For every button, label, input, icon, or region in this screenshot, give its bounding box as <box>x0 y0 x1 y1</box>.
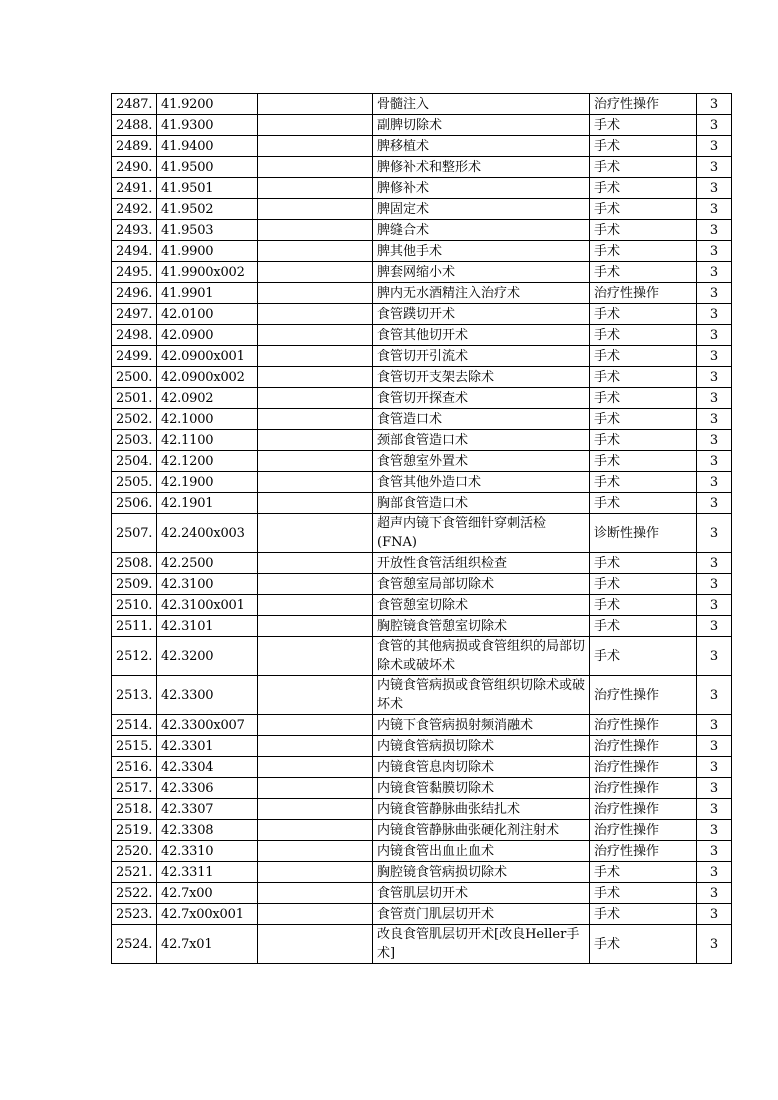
procedure-code-cell: 42.2400x003 <box>157 514 258 553</box>
procedure-type-cell: 手术 <box>590 430 697 451</box>
procedure-name-cell: 副脾切除术 <box>373 115 590 136</box>
row-number-cell: 2514. <box>112 715 157 736</box>
procedure-type-cell: 手术 <box>590 574 697 595</box>
procedure-type-cell: 治疗性操作 <box>590 757 697 778</box>
table-row <box>112 262 732 283</box>
procedure-name-cell: 内镜下食管病损射频消融术 <box>373 715 590 736</box>
row-number-cell: 2507. <box>112 514 157 553</box>
table-row <box>112 304 732 325</box>
level-cell: 3 <box>697 94 732 115</box>
procedure-code-cell: 41.9503 <box>157 220 258 241</box>
procedure-name-cell: 脾修补术 <box>373 178 590 199</box>
procedure-type-cell: 手术 <box>590 157 697 178</box>
row-number-cell: 2494. <box>112 241 157 262</box>
blank-cell <box>258 778 373 799</box>
procedure-code-cell: 41.9502 <box>157 199 258 220</box>
procedure-code-cell: 41.9900 <box>157 241 258 262</box>
level-cell: 3 <box>697 283 732 304</box>
row-number-cell: 2488. <box>112 115 157 136</box>
procedure-code-cell: 42.7x01 <box>157 925 258 964</box>
row-number-cell: 2496. <box>112 283 157 304</box>
table-row <box>112 283 732 304</box>
table-row <box>112 595 732 616</box>
procedure-code-cell: 41.9901 <box>157 283 258 304</box>
procedure-name-cell: 食管蹼切开术 <box>373 304 590 325</box>
level-cell: 3 <box>697 262 732 283</box>
blank-cell <box>258 553 373 574</box>
row-number-cell: 2492. <box>112 199 157 220</box>
blank-cell <box>258 409 373 430</box>
procedure-name-cell: 胸腔镜食管憩室切除术 <box>373 616 590 637</box>
table-row <box>112 574 732 595</box>
blank-cell <box>258 904 373 925</box>
procedure-type-cell: 手术 <box>590 367 697 388</box>
procedure-type-cell: 手术 <box>590 493 697 514</box>
row-number-cell: 2520. <box>112 841 157 862</box>
procedure-type-cell: 手术 <box>590 409 697 430</box>
procedure-code-cell: 42.7x00 <box>157 883 258 904</box>
table-row <box>112 820 732 841</box>
procedure-name-cell: 脾修补术和整形术 <box>373 157 590 178</box>
procedure-name-cell: 食管其他切开术 <box>373 325 590 346</box>
procedure-code-cell: 42.0900x001 <box>157 346 258 367</box>
level-cell: 3 <box>697 799 732 820</box>
blank-cell <box>258 883 373 904</box>
procedure-type-cell: 治疗性操作 <box>590 841 697 862</box>
table-row <box>112 94 732 115</box>
procedure-name-cell: 食管其他外造口术 <box>373 472 590 493</box>
level-cell: 3 <box>697 778 732 799</box>
blank-cell <box>258 799 373 820</box>
procedure-name-cell: 内镜食管黏膜切除术 <box>373 778 590 799</box>
level-cell: 3 <box>697 199 732 220</box>
blank-cell <box>258 304 373 325</box>
level-cell: 3 <box>697 115 732 136</box>
procedure-type-cell: 手术 <box>590 553 697 574</box>
level-cell: 3 <box>697 637 732 676</box>
procedure-name-cell: 食管憩室局部切除术 <box>373 574 590 595</box>
level-cell: 3 <box>697 676 732 715</box>
row-number-cell: 2516. <box>112 757 157 778</box>
level-cell: 3 <box>697 472 732 493</box>
blank-cell <box>258 136 373 157</box>
table-row <box>112 799 732 820</box>
procedure-code-cell: 42.0900x002 <box>157 367 258 388</box>
procedure-type-cell: 手术 <box>590 616 697 637</box>
table-row <box>112 493 732 514</box>
row-number-cell: 2491. <box>112 178 157 199</box>
row-number-cell: 2499. <box>112 346 157 367</box>
procedure-code-cell: 42.3301 <box>157 736 258 757</box>
table-row <box>112 778 732 799</box>
procedure-name-cell: 食管的其他病损或食管组织的局部切除术或破坏术 <box>373 637 590 676</box>
procedure-name-cell: 内镜食管病损或食管组织切除术或破坏术 <box>373 676 590 715</box>
level-cell: 3 <box>697 220 732 241</box>
table-row <box>112 157 732 178</box>
row-number-cell: 2489. <box>112 136 157 157</box>
procedure-code-cell: 42.0902 <box>157 388 258 409</box>
procedure-name-cell: 内镜食管静脉曲张硬化剂注射术 <box>373 820 590 841</box>
procedure-type-cell: 手术 <box>590 262 697 283</box>
procedure-name-cell: 胸腔镜食管病损切除术 <box>373 862 590 883</box>
blank-cell <box>258 715 373 736</box>
procedure-type-cell: 手术 <box>590 451 697 472</box>
procedure-code-cell: 42.3300x007 <box>157 715 258 736</box>
row-number-cell: 2513. <box>112 676 157 715</box>
procedure-code-cell: 42.3300 <box>157 676 258 715</box>
procedure-code-cell: 42.1000 <box>157 409 258 430</box>
procedure-code-cell: 41.9400 <box>157 136 258 157</box>
procedure-code-cell: 42.0100 <box>157 304 258 325</box>
level-cell: 3 <box>697 715 732 736</box>
procedure-type-cell: 手术 <box>590 220 697 241</box>
level-cell: 3 <box>697 553 732 574</box>
table-row <box>112 676 732 715</box>
level-cell: 3 <box>697 136 732 157</box>
procedure-table-body <box>112 94 732 964</box>
procedure-type-cell: 治疗性操作 <box>590 736 697 757</box>
procedure-code-cell: 42.1200 <box>157 451 258 472</box>
blank-cell <box>258 157 373 178</box>
procedure-type-cell: 治疗性操作 <box>590 283 697 304</box>
procedure-type-cell: 手术 <box>590 904 697 925</box>
blank-cell <box>258 616 373 637</box>
level-cell: 3 <box>697 736 732 757</box>
procedure-type-cell: 治疗性操作 <box>590 94 697 115</box>
blank-cell <box>258 115 373 136</box>
blank-cell <box>258 199 373 220</box>
blank-cell <box>258 220 373 241</box>
blank-cell <box>258 820 373 841</box>
row-number-cell: 2506. <box>112 493 157 514</box>
procedure-type-cell: 手术 <box>590 637 697 676</box>
procedure-code-cell: 42.0900 <box>157 325 258 346</box>
procedure-code-cell: 41.9200 <box>157 94 258 115</box>
procedure-name-cell: 食管造口术 <box>373 409 590 430</box>
level-cell: 3 <box>697 841 732 862</box>
table-row <box>112 430 732 451</box>
table-row <box>112 220 732 241</box>
level-cell: 3 <box>697 430 732 451</box>
blank-cell <box>258 94 373 115</box>
table-row <box>112 451 732 472</box>
table-row <box>112 409 732 430</box>
level-cell: 3 <box>697 904 732 925</box>
row-number-cell: 2511. <box>112 616 157 637</box>
procedure-name-cell: 脾固定术 <box>373 199 590 220</box>
row-number-cell: 2518. <box>112 799 157 820</box>
blank-cell <box>258 493 373 514</box>
blank-cell <box>258 346 373 367</box>
table-row <box>112 904 732 925</box>
blank-cell <box>258 925 373 964</box>
blank-cell <box>258 574 373 595</box>
procedure-type-cell: 手术 <box>590 304 697 325</box>
procedure-type-cell: 手术 <box>590 178 697 199</box>
table-row <box>112 115 732 136</box>
procedure-type-cell: 手术 <box>590 883 697 904</box>
row-number-cell: 2497. <box>112 304 157 325</box>
procedure-name-cell: 改良食管肌层切开术[改良Heller手术] <box>373 925 590 964</box>
procedure-type-cell: 治疗性操作 <box>590 820 697 841</box>
blank-cell <box>258 757 373 778</box>
row-number-cell: 2512. <box>112 637 157 676</box>
row-number-cell: 2498. <box>112 325 157 346</box>
table-row <box>112 637 732 676</box>
procedure-name-cell: 食管憩室切除术 <box>373 595 590 616</box>
blank-cell <box>258 178 373 199</box>
level-cell: 3 <box>697 616 732 637</box>
level-cell: 3 <box>697 925 732 964</box>
level-cell: 3 <box>697 325 732 346</box>
procedure-name-cell: 内镜食管出血止血术 <box>373 841 590 862</box>
table-row <box>112 325 732 346</box>
table-row <box>112 241 732 262</box>
procedure-name-cell: 食管切开引流术 <box>373 346 590 367</box>
procedure-name-cell: 脾内无水酒精注入治疗术 <box>373 283 590 304</box>
procedure-code-cell: 42.2500 <box>157 553 258 574</box>
blank-cell <box>258 283 373 304</box>
row-number-cell: 2519. <box>112 820 157 841</box>
procedure-name-cell: 超声内镜下食管细针穿刺活检(FNA) <box>373 514 590 553</box>
procedure-name-cell: 胸部食管造口术 <box>373 493 590 514</box>
procedure-type-cell: 手术 <box>590 136 697 157</box>
procedure-code-cell: 42.3100x001 <box>157 595 258 616</box>
blank-cell <box>258 262 373 283</box>
level-cell: 3 <box>697 388 732 409</box>
procedure-code-cell: 42.3307 <box>157 799 258 820</box>
procedure-code-cell: 41.9300 <box>157 115 258 136</box>
blank-cell <box>258 862 373 883</box>
table-row <box>112 616 732 637</box>
procedure-code-cell: 41.9900x002 <box>157 262 258 283</box>
table-row <box>112 883 732 904</box>
procedure-type-cell: 手术 <box>590 388 697 409</box>
level-cell: 3 <box>697 883 732 904</box>
blank-cell <box>258 676 373 715</box>
procedure-name-cell: 骨髓注入 <box>373 94 590 115</box>
row-number-cell: 2522. <box>112 883 157 904</box>
procedure-code-cell: 41.9501 <box>157 178 258 199</box>
table-row <box>112 367 732 388</box>
level-cell: 3 <box>697 157 732 178</box>
table-row <box>112 553 732 574</box>
procedure-type-cell: 诊断性操作 <box>590 514 697 553</box>
procedure-name-cell: 内镜食管息肉切除术 <box>373 757 590 778</box>
procedure-type-cell: 手术 <box>590 199 697 220</box>
procedure-name-cell: 食管肌层切开术 <box>373 883 590 904</box>
procedure-table <box>111 93 732 964</box>
procedure-name-cell: 开放性食管活组织检查 <box>373 553 590 574</box>
procedure-type-cell: 治疗性操作 <box>590 676 697 715</box>
procedure-code-cell: 42.1100 <box>157 430 258 451</box>
level-cell: 3 <box>697 493 732 514</box>
procedure-name-cell: 食管切开探查术 <box>373 388 590 409</box>
procedure-name-cell: 食管切开支架去除术 <box>373 367 590 388</box>
procedure-type-cell: 手术 <box>590 325 697 346</box>
procedure-code-cell: 42.3311 <box>157 862 258 883</box>
procedure-name-cell: 内镜食管病损切除术 <box>373 736 590 757</box>
blank-cell <box>258 595 373 616</box>
row-number-cell: 2517. <box>112 778 157 799</box>
procedure-name-cell: 内镜食管静脉曲张结扎术 <box>373 799 590 820</box>
procedure-type-cell: 手术 <box>590 346 697 367</box>
row-number-cell: 2523. <box>112 904 157 925</box>
table-row <box>112 178 732 199</box>
row-number-cell: 2490. <box>112 157 157 178</box>
procedure-type-cell: 治疗性操作 <box>590 799 697 820</box>
procedure-code-cell: 42.1901 <box>157 493 258 514</box>
row-number-cell: 2502. <box>112 409 157 430</box>
procedure-name-cell: 颈部食管造口术 <box>373 430 590 451</box>
table-row <box>112 514 732 553</box>
row-number-cell: 2501. <box>112 388 157 409</box>
procedure-type-cell: 手术 <box>590 115 697 136</box>
blank-cell <box>258 430 373 451</box>
level-cell: 3 <box>697 514 732 553</box>
procedure-type-cell: 治疗性操作 <box>590 778 697 799</box>
level-cell: 3 <box>697 367 732 388</box>
table-row <box>112 757 732 778</box>
procedure-code-cell: 42.1900 <box>157 472 258 493</box>
level-cell: 3 <box>697 574 732 595</box>
row-number-cell: 2500. <box>112 367 157 388</box>
row-number-cell: 2510. <box>112 595 157 616</box>
row-number-cell: 2503. <box>112 430 157 451</box>
procedure-name-cell: 食管贲门肌层切开术 <box>373 904 590 925</box>
row-number-cell: 2495. <box>112 262 157 283</box>
row-number-cell: 2524. <box>112 925 157 964</box>
table-row <box>112 715 732 736</box>
table-row <box>112 199 732 220</box>
row-number-cell: 2505. <box>112 472 157 493</box>
level-cell: 3 <box>697 409 732 430</box>
procedure-type-cell: 治疗性操作 <box>590 715 697 736</box>
table-row <box>112 388 732 409</box>
blank-cell <box>258 514 373 553</box>
row-number-cell: 2487. <box>112 94 157 115</box>
procedure-code-cell: 42.3306 <box>157 778 258 799</box>
table-row <box>112 862 732 883</box>
row-number-cell: 2515. <box>112 736 157 757</box>
procedure-code-cell: 41.9500 <box>157 157 258 178</box>
blank-cell <box>258 367 373 388</box>
blank-cell <box>258 472 373 493</box>
procedure-name-cell: 脾移植术 <box>373 136 590 157</box>
procedure-type-cell: 手术 <box>590 925 697 964</box>
procedure-code-cell: 42.3310 <box>157 841 258 862</box>
procedure-name-cell: 脾套网缩小术 <box>373 262 590 283</box>
level-cell: 3 <box>697 346 732 367</box>
procedure-name-cell: 脾其他手术 <box>373 241 590 262</box>
table-row <box>112 736 732 757</box>
row-number-cell: 2509. <box>112 574 157 595</box>
table-row <box>112 472 732 493</box>
procedure-code-cell: 42.3200 <box>157 637 258 676</box>
blank-cell <box>258 451 373 472</box>
level-cell: 3 <box>697 178 732 199</box>
table-row <box>112 136 732 157</box>
procedure-code-cell: 42.3101 <box>157 616 258 637</box>
blank-cell <box>258 388 373 409</box>
level-cell: 3 <box>697 241 732 262</box>
level-cell: 3 <box>697 595 732 616</box>
row-number-cell: 2504. <box>112 451 157 472</box>
procedure-code-cell: 42.3308 <box>157 820 258 841</box>
blank-cell <box>258 736 373 757</box>
level-cell: 3 <box>697 451 732 472</box>
level-cell: 3 <box>697 757 732 778</box>
level-cell: 3 <box>697 304 732 325</box>
blank-cell <box>258 241 373 262</box>
level-cell: 3 <box>697 862 732 883</box>
blank-cell <box>258 841 373 862</box>
procedure-code-cell: 42.3100 <box>157 574 258 595</box>
procedure-code-cell: 42.3304 <box>157 757 258 778</box>
procedure-type-cell: 手术 <box>590 472 697 493</box>
procedure-name-cell: 脾缝合术 <box>373 220 590 241</box>
row-number-cell: 2493. <box>112 220 157 241</box>
row-number-cell: 2521. <box>112 862 157 883</box>
table-row <box>112 346 732 367</box>
procedure-code-cell: 42.7x00x001 <box>157 904 258 925</box>
procedure-type-cell: 手术 <box>590 241 697 262</box>
procedure-type-cell: 手术 <box>590 862 697 883</box>
table-row <box>112 841 732 862</box>
blank-cell <box>258 637 373 676</box>
table-row <box>112 925 732 964</box>
blank-cell <box>258 325 373 346</box>
level-cell: 3 <box>697 820 732 841</box>
row-number-cell: 2508. <box>112 553 157 574</box>
procedure-type-cell: 手术 <box>590 595 697 616</box>
procedure-name-cell: 食管憩室外置术 <box>373 451 590 472</box>
